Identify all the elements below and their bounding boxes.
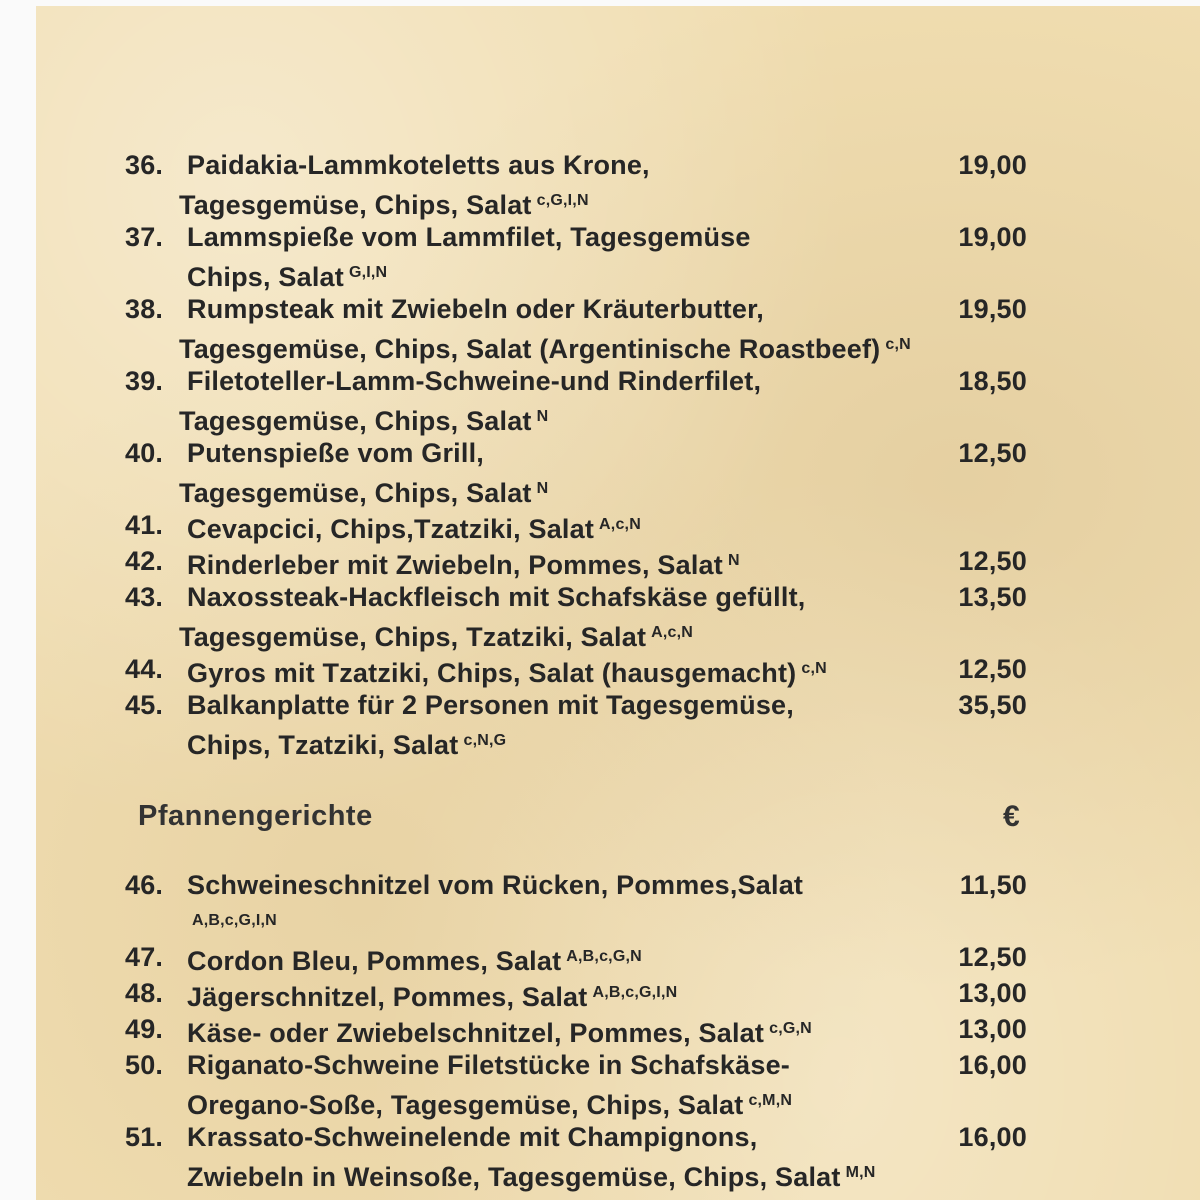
allergen-codes: A,B,c,G,I,N (192, 912, 277, 929)
item-text: Jägerschnitzel, Pommes, Salat (187, 982, 588, 1012)
item-description (187, 1047, 790, 1083)
item-price: 12,50 (958, 546, 1027, 576)
item-price: 19,50 (958, 294, 1027, 324)
item-description (187, 867, 803, 903)
item-text: Gyros mit Tzatziki, Chips, Salat (hausgemacht) (187, 658, 797, 688)
item-description (187, 1011, 812, 1051)
item-price: 13,00 (958, 1014, 1027, 1044)
item-description (187, 687, 794, 723)
item-number: 46. (125, 870, 164, 900)
allergen-codes: N (536, 480, 549, 497)
item-text: Paidakia-Lammkoteletts aus Krone, (187, 150, 650, 180)
allergen-codes: N (727, 552, 740, 569)
item-text: Tagesgemüse, Chips, Salat (179, 478, 532, 508)
item-description (187, 975, 677, 1015)
item-description (187, 219, 751, 255)
item-number: 47. (125, 942, 164, 972)
item-description-continued (187, 255, 387, 295)
item-description-continued (187, 1155, 876, 1195)
item-description-continued (179, 183, 589, 223)
scan-edge-top (0, 0, 1200, 6)
item-price: 13,00 (958, 978, 1027, 1008)
item-description-continued (187, 723, 506, 763)
item-number: 51. (125, 1122, 164, 1152)
allergen-codes: A,B,c,G,N (566, 948, 642, 965)
item-number: 49. (125, 1014, 164, 1044)
item-description-continued (179, 615, 693, 655)
item-description (187, 939, 642, 979)
item-text: Chips, Tzatziki, Salat (187, 730, 459, 760)
allergen-codes: c,N,G (463, 732, 507, 749)
allergen-codes: G,I,N (348, 264, 388, 281)
item-text: Putenspieße vom Grill, (187, 438, 484, 468)
allergen-codes: c,G,N (769, 1020, 812, 1037)
item-number: 40. (125, 438, 164, 468)
item-description (187, 147, 650, 183)
item-description-continued (179, 327, 911, 367)
item-price: 13,50 (958, 582, 1027, 612)
item-description (187, 507, 641, 547)
item-text: Tagesgemüse, Chips, Tzatziki, Salat (179, 622, 647, 652)
item-text: Tagesgemüse, Chips, Salat (179, 406, 532, 436)
allergen-codes: c,M,N (748, 1092, 793, 1109)
item-number: 42. (125, 546, 164, 576)
item-text: Filetoteller-Lamm-Schweine-und Rinderfilet, (187, 366, 762, 396)
item-text: Rinderleber mit Zwiebeln, Pommes, Salat (187, 550, 723, 580)
allergen-codes: N (536, 408, 549, 425)
item-text: Naxossteak-Hackfleisch mit Schafskäse gefüllt, (187, 582, 806, 612)
item-text: Schweineschnitzel vom Rücken, Pommes,Salat (187, 870, 804, 900)
item-price: 12,50 (958, 438, 1027, 468)
item-number: 48. (125, 978, 164, 1008)
item-description (187, 363, 761, 399)
section-currency: € (1003, 800, 1020, 833)
section-title: Pfannengerichte (138, 800, 373, 832)
item-text: Balkanplatte für 2 Personen mit Tagesgemüse, (187, 690, 794, 720)
item-description-continued (187, 1083, 792, 1123)
item-number: 39. (125, 366, 164, 396)
item-text: Zwiebeln in Weinsoße, Tagesgemüse, Chips, Salat (187, 1162, 841, 1192)
item-number: 44. (125, 654, 164, 684)
scan-edge-left (0, 0, 36, 1200)
allergen-codes: c,G,I,N (536, 192, 589, 209)
allergen-codes: c,N (885, 336, 911, 353)
item-text: Käse- oder Zwiebelschnitzel, Pommes, Salat (187, 1018, 765, 1048)
item-number: 43. (125, 582, 164, 612)
item-description-continued (179, 399, 548, 439)
item-number: 50. (125, 1050, 164, 1080)
item-text: Oregano-Soße, Tagesgemüse, Chips, Salat (187, 1090, 744, 1120)
allergen-codes: c,N (801, 660, 827, 677)
item-description (187, 543, 740, 583)
item-price: 16,00 (958, 1050, 1027, 1080)
item-text: Chips, Salat (187, 262, 344, 292)
item-description (187, 435, 484, 471)
item-text: Krassato-Schweinelende mit Champignons, (187, 1122, 758, 1152)
item-number: 37. (125, 222, 164, 252)
item-price: 18,50 (958, 366, 1027, 396)
item-price: 12,50 (958, 654, 1027, 684)
allergen-codes: M,N (845, 1164, 876, 1181)
item-price: 19,00 (958, 150, 1027, 180)
item-description-continued (187, 903, 277, 943)
item-description (187, 651, 827, 691)
item-text: Riganato-Schweine Filetstücke in Schafskäse- (187, 1050, 790, 1080)
item-number: 38. (125, 294, 164, 324)
item-text: Rumpsteak mit Zwiebeln oder Kräuterbutter, (187, 294, 765, 324)
item-price: 19,00 (958, 222, 1027, 252)
item-description-continued (179, 471, 548, 511)
item-price: 11,50 (959, 870, 1027, 900)
item-number: 36. (125, 150, 164, 180)
item-description (187, 291, 764, 327)
allergen-codes: A,c,N (651, 624, 694, 641)
item-description (187, 579, 805, 615)
item-text: Cordon Bleu, Pommes, Salat (187, 946, 562, 976)
allergen-codes: A,c,N (599, 516, 641, 533)
item-text: Cevapcici, Chips,Tzatziki, Salat (187, 514, 595, 544)
allergen-codes: A,B,c,G,I,N (592, 984, 678, 1001)
item-number: 45. (125, 690, 164, 720)
item-price: 12,50 (958, 942, 1027, 972)
item-price: 16,00 (958, 1122, 1027, 1152)
item-text: Tagesgemüse, Chips, Salat (179, 190, 532, 220)
item-number: 41. (125, 510, 164, 540)
item-text: Tagesgemüse, Chips, Salat (Argentinische Roastbeef) (179, 334, 881, 364)
item-price: 35,50 (958, 690, 1027, 720)
item-text: Lammspieße vom Lammfilet, Tagesgemüse (187, 222, 751, 252)
item-description (187, 1119, 757, 1155)
